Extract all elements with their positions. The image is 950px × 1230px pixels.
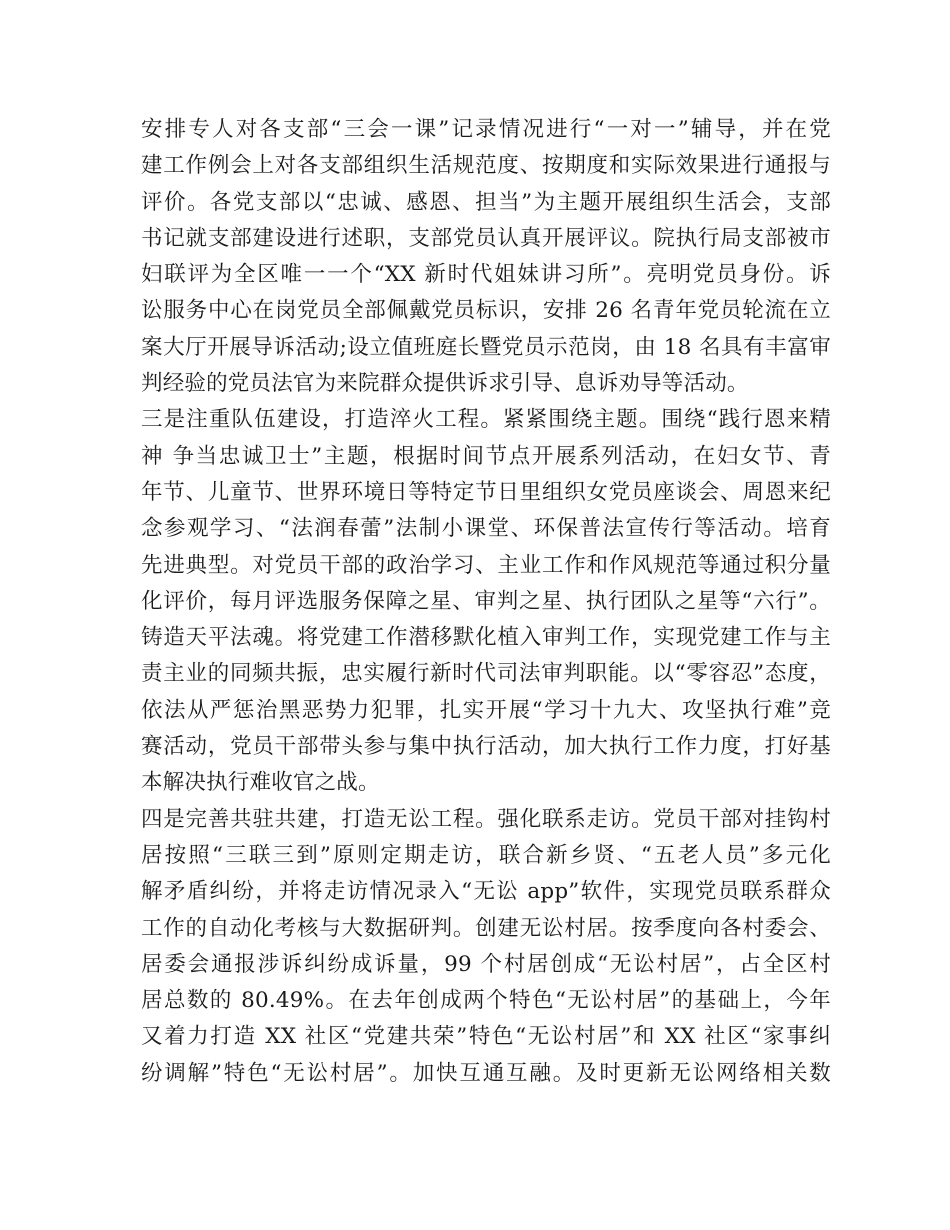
text-line: 建工作例会上对各支部组织生活规范度、按期度和实际效果进行通报与	[141, 153, 831, 179]
body-text	[141, 112, 831, 1092]
text-line: 居委会通报涉诉纠纷成诉量，99 个村居创成“无讼村居”，占全区村	[141, 951, 831, 977]
text-line: 判经验的党员法官为来院群众提供诉求引导、息诉劝导等活动。	[141, 371, 749, 397]
text-line: 年节、儿童节、世界环境日等特定节日里组织女党员座谈会、周恩来纪	[141, 479, 831, 505]
text-line: 纷调解”特色“无讼村居”。加快互通互融。及时更新无讼网络相关数	[141, 1060, 831, 1086]
text-line: 先进典型。对党员干部的政治学习、主业工作和作风规范等通过积分量	[141, 552, 831, 578]
text-line: 神 争当忠诚卫士”主题，根据时间节点开展系列活动，在妇女节、青	[141, 443, 831, 469]
text-line: 四是完善共驻共建，打造无讼工程。强化联系走访。党员干部对挂钩村	[141, 806, 831, 832]
text-line: 责主业的同频共振，忠实履行新时代司法审判职能。以“零容忍”态度，	[141, 661, 831, 687]
text-line: 书记就支部建设进行述职，支部党员认真开展评议。院执行局支部被市	[141, 225, 831, 251]
text-line: 居总数的 80.49%。在去年创成两个特色“无讼村居”的基础上，今年	[141, 988, 831, 1014]
text-line: 化评价，每月评选服务保障之星、审判之星、执行团队之星等“六行”。	[141, 588, 831, 614]
text-line: 本解决执行难收官之战。	[141, 770, 380, 796]
text-line: 评价。各党支部以“忠诚、感恩、担当”为主题开展组织生活会，支部	[141, 189, 831, 215]
text-line: 工作的自动化考核与大数据研判。创建无讼村居。按季度向各村委会、	[141, 915, 831, 941]
text-line: 铸造天平法魂。将党建工作潜移默化植入审判工作，实现党建工作与主	[141, 625, 831, 651]
text-line: 解矛盾纠纷，并将走访情况录入“无讼 app”软件，实现党员联系群众	[141, 879, 831, 905]
text-line: 案大厅开展导诉活动;设立值班庭长暨党员示范岗，由 18 名具有丰富审	[141, 334, 831, 360]
text-line: 赛活动，党员干部带头参与集中执行活动，加大执行工作力度，打好基	[141, 734, 831, 760]
text-line: 安排专人对各支部“三会一课”记录情况进行“一对一”辅导，并在党	[141, 117, 831, 142]
text-line: 讼服务中心在岗党员全部佩戴党员标识，安排 26 名青年党员轮流在立	[141, 298, 831, 324]
text-line: 妇联评为全区唯一一个“XX 新时代姐妹讲习所”。亮明党员身份。诉	[141, 262, 831, 288]
text-line: 三是注重队伍建设，打造淬火工程。紧紧围绕主题。围绕“践行恩来精	[141, 407, 831, 433]
text-line: 居按照“三联三到”原则定期走访，联合新乡贤、“五老人员”多元化	[141, 842, 831, 868]
text-line: 又着力打造 XX 社区“党建共荣”特色“无讼村居”和 XX 社区“家事纠	[141, 1024, 831, 1050]
text-line: 念参观学习、“法润春蕾”法制小课堂、环保普法宣传行等活动。培育	[141, 516, 831, 542]
text-line: 依法从严惩治黑恶势力犯罪，扎实开展“学习十九大、攻坚执行难”竞	[141, 697, 831, 723]
